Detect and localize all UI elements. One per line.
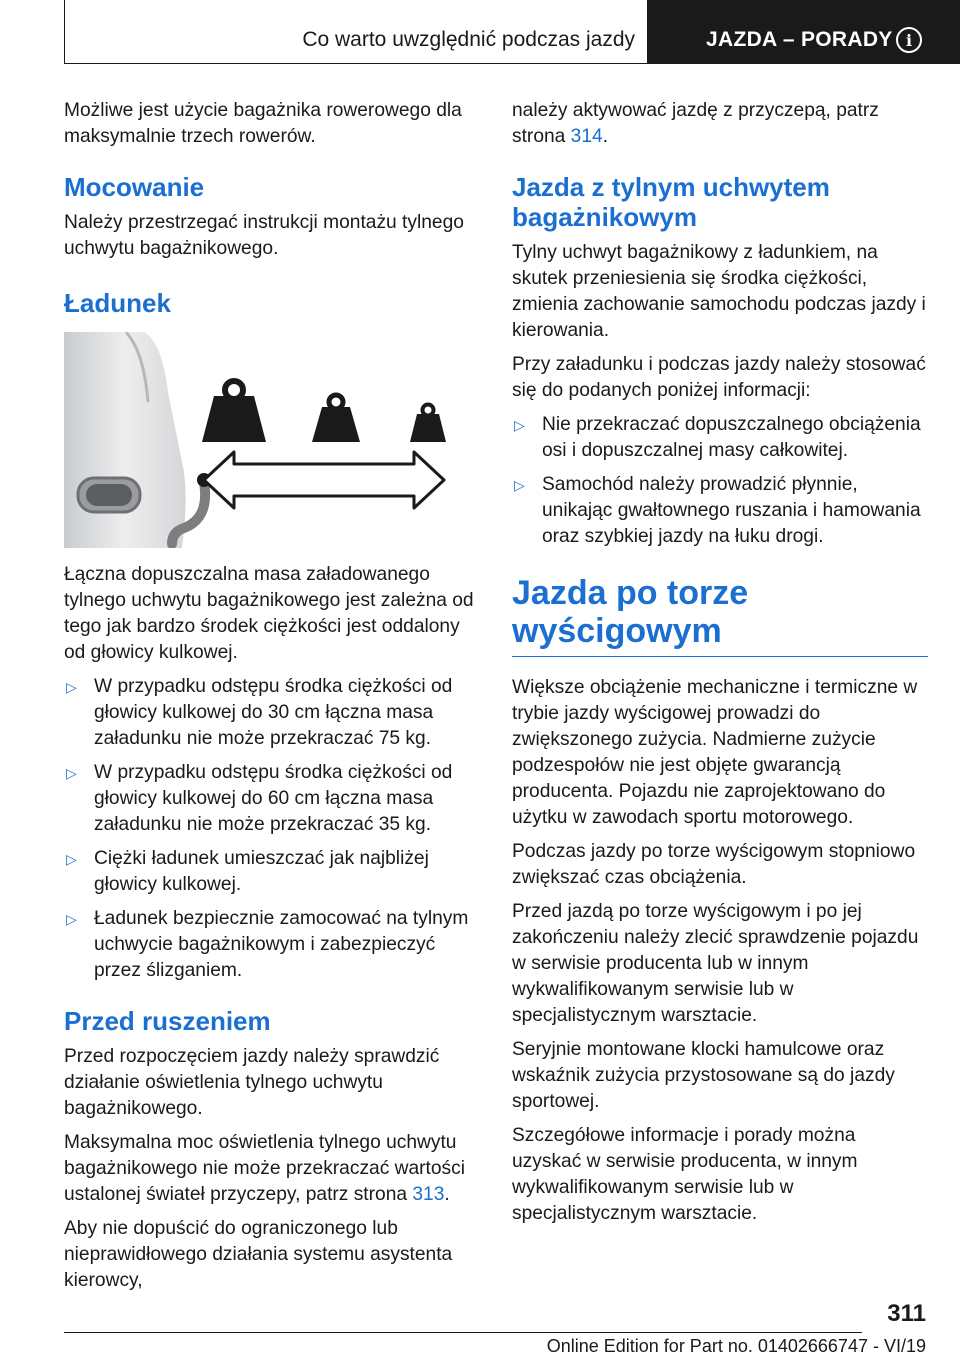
chapter-title: Co warto uwzględnić podczas jazdy — [302, 28, 635, 51]
list-item: ▷ Nie przekraczać dopuszczalnego obciążenia osi i dopuszczalnej masy całkowitej. — [514, 414, 921, 461]
tylny-bullet-list — [512, 412, 928, 550]
distance-arrow — [204, 452, 444, 508]
tylny-paragraph-1: Tylny uchwyt bagażnikowy z ładunkiem, na skutek przeniesienia się środka ciężkości, zmienia zachowanie samochodu podczas jazdy i kierowania. — [512, 242, 926, 341]
left-column — [64, 98, 480, 1302]
section-tab — [648, 0, 960, 64]
ladunek-paragraph: Łączna dopuszczalna masa załadowanego tylnego uchwytu bagażnikowego jest zależna od tego jak bardzo środek ciężkości jest oddalony od głowicy kulkowej. — [64, 564, 474, 663]
tor-paragraph-5: Szczegółowe informacje i porady można uzyskać w serwisie producenta, w innym wykwalifikowanym serwisie lub w specjalistycznym warsztacie. — [512, 1125, 858, 1224]
page-header — [0, 0, 960, 66]
heading-ladunek: Ładunek — [64, 288, 171, 318]
triangle-right-icon: ▷ — [66, 851, 77, 867]
triangle-right-icon: ▷ — [66, 679, 77, 695]
weight-large-icon — [202, 381, 266, 442]
weight-small-icon — [410, 405, 446, 443]
list-item: ▷ W przypadku odstępu środka ciężkości od głowicy kulkowej do 60 cm łączna masa załadunku nie może przekraczać 35 kg. — [66, 762, 453, 835]
section-label: JAZDA – PORADY — [706, 28, 893, 51]
tor-paragraph-4: Seryjnie montowane klocki hamulcowe oraz wskaźnik zużycia przystosowane są do jazdy sportowej. — [512, 1039, 895, 1112]
page-link-313[interactable]: 313 — [412, 1184, 445, 1205]
tor-paragraph-3: Przed jazdą po torze wyścigowym i po jej zakończeniu należy zlecić sprawdzenie pojazdu w serwisie producenta lub w innym wykwalifikowanym serwisie lub w specjalistycznym warsztacie. — [512, 901, 919, 1026]
list-item: ▷ W przypadku odstępu środka ciężkości od głowicy kulkowej do 30 cm łączna masa załadunku nie może przekraczać 75 kg. — [66, 676, 453, 749]
car-bumper — [64, 332, 186, 548]
triangle-right-icon: ▷ — [514, 477, 525, 493]
triangle-right-icon: ▷ — [514, 417, 525, 433]
triangle-right-icon: ▷ — [66, 911, 77, 927]
przed-paragraph-3: Aby nie dopuścić do ograniczonego lub nieprawidłowego działania systemu asystenta kierowcy, — [64, 1218, 453, 1291]
heading-tor-wyscigowy: Jazda po torze wyścigowym — [512, 574, 928, 657]
load-distance-illustration — [64, 332, 480, 548]
heading-tylny-uchwyt: Jazda z tylnym uchwytem bagażnikowym — [512, 172, 830, 232]
tow-bar-weights-diagram — [64, 332, 480, 548]
heading-mocowanie: Mocowanie — [64, 172, 205, 202]
list-item: ▷ Ciężki ładunek umieszczać jak najbliżej głowicy kulkowej. — [66, 848, 429, 895]
przed-paragraph-2: Maksymalna moc oświetlenia tylnego uchwytu bagażnikowego nie może przekraczać wartości ustalonej świateł przyczepy, patrz strona 313. — [64, 1132, 465, 1205]
tor-paragraph-2: Podczas jazdy po torze wyścigowym stopniowo zwiększać czas obciążenia. — [512, 841, 916, 888]
triangle-right-icon: ▷ — [66, 765, 77, 781]
tor-paragraph-1: Większe obciążenie mechaniczne i termiczne w trybie jazdy wyścigowej prowadzi do zwiększonego zużycia. Nadmierne zużycie podzespołów nie jest objęte gwarancją producenta. Pojazdu nie zaprojektowano do użytku w zawodach sportu motorowego. — [512, 677, 918, 828]
przed-paragraph-1: Przed rozpoczęciem jazdy należy sprawdzić działanie oświetlenia tylnego uchwytu bagażnikowego. — [64, 1046, 440, 1119]
ladunek-bullet-list — [64, 674, 480, 984]
mocowanie-paragraph: Należy przestrzegać instrukcji montażu tylnego uchwytu bagażnikowego. — [64, 212, 464, 259]
page-link-314[interactable]: 314 — [570, 126, 603, 147]
continued-paragraph: należy aktywować jazdę z przyczepą, patrz strona 314. — [512, 100, 879, 147]
list-item: ▷ Ładunek bezpiecznie zamocować na tylnym uchwycie bagażnikowym i zabezpieczyć przez ślizganiem. — [66, 908, 469, 981]
heading-przed-ruszeniem: Przed ruszeniem — [64, 1006, 271, 1036]
chapter-title-box — [64, 0, 648, 64]
tylny-paragraph-2: Przy załadunku i podczas jazdy należy stosować się do podanych poniżej informacji: — [512, 354, 926, 401]
right-column — [512, 98, 928, 1235]
page-number: 311 — [887, 1300, 926, 1327]
intro-paragraph: Możliwe jest użycie bagażnika rowerowego dla maksymalnie trzech rowerów. — [64, 100, 462, 147]
footer-divider — [64, 1332, 862, 1333]
edition-note: Online Edition for Part no. 01402666747 - VI/19 — [546, 1336, 926, 1356]
weight-medium-icon — [312, 395, 360, 442]
list-item: ▷ Samochód należy prowadzić płynnie, unikając gwałtownego ruszania i hamowania oraz szybkiej jazdy na łuku drogi. — [514, 474, 921, 547]
info-icon: i — [896, 27, 922, 53]
